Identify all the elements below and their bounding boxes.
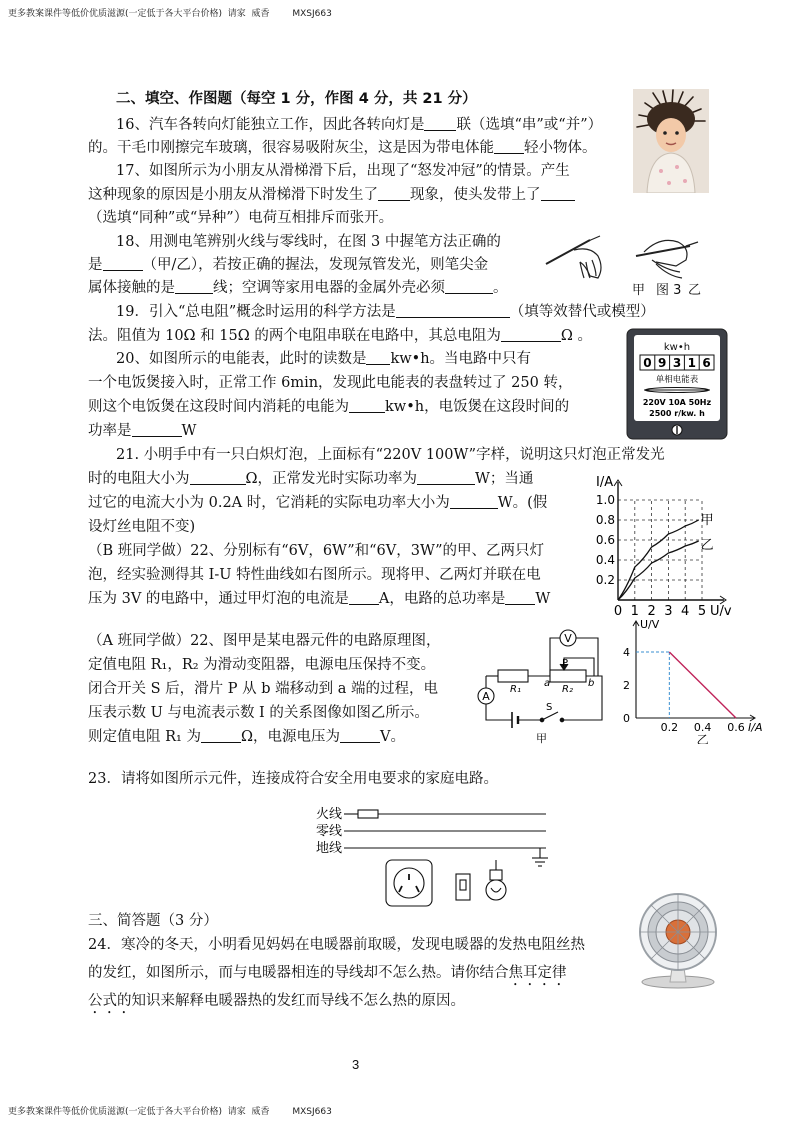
q20-line4: 功率是 W: [88, 423, 197, 439]
q22a-line4: 压表示数 U 与电流表示数 I 的关系图像如图乙所示。: [88, 705, 429, 721]
iu-x-tick-4: 4: [681, 604, 690, 619]
ammeter-label: A: [482, 690, 490, 703]
iu-y-tick-0.6: 0.6: [595, 533, 615, 547]
q18-blank3[interactable]: [445, 280, 493, 294]
q17-blank1[interactable]: [378, 187, 410, 201]
q24-emphasis-formula: 公式的: [88, 993, 132, 1009]
q20-line3: 则这个电饭煲在这段时间内消耗的电能为 kw•h，电饭煲在这段时间的: [88, 399, 570, 415]
meter-digit-5: 6: [702, 356, 711, 370]
q19-line1: 19．引入“总电阻”概念时运用的科学方法是 （填等效替代或模型）: [116, 304, 655, 320]
meter-digit-1: 0: [643, 356, 652, 370]
test-pen-figure: [540, 232, 704, 300]
q18-line3: 属体接触的是 线；空调等家用电器的金属外壳必须 。: [88, 280, 508, 296]
electric-heater-image: [632, 890, 724, 990]
fig3-yi: 乙: [688, 283, 702, 298]
home-circuit-figure: [300, 800, 564, 912]
iu-series-label-1: 甲: [700, 513, 714, 528]
iu-x-tick-0: 0: [613, 604, 623, 619]
node-b-label: b: [588, 678, 595, 689]
iu-x-label: U/v: [710, 604, 732, 619]
iu-x-tick-3: 3: [664, 604, 673, 619]
slider-p-label: P: [562, 658, 569, 669]
ui-relation-chart: [616, 618, 772, 744]
r1-label: R₁: [510, 684, 521, 695]
neutral-line-label: 零线: [315, 824, 342, 839]
ui-x-tick-0.2: 0.2: [660, 721, 679, 734]
baby-hair-photo: [633, 89, 709, 193]
q22b-blank2[interactable]: [505, 591, 535, 605]
q22a-line1: （A 班同学做）22、图甲是某电器元件的电路原理图，: [88, 633, 441, 649]
q21-blank1[interactable]: [190, 471, 246, 485]
iu-x-tick-1: 1: [630, 604, 639, 619]
fig3-label: 图 3: [656, 283, 682, 298]
circuit-diagram: [470, 624, 608, 748]
iu-y-tick-0.4: 0.4: [595, 553, 615, 567]
q16-blank2[interactable]: [494, 140, 524, 154]
meter-digit-3: 3: [672, 356, 682, 370]
q18-line2: 是 （甲/乙），若按正确的握法，发现氖管发光，则笔尖金: [88, 257, 489, 273]
iu-y-tick-0.2: 0.2: [595, 573, 615, 587]
section2-title: 二、填空、作图题（每空 1 分，作图 4 分，共 21 分）: [116, 91, 477, 107]
q21-line3: 过它的电流大小为 0.2A 时，它消耗的实际电功率大小为 W。(假: [88, 495, 548, 511]
page-number: 3: [352, 1057, 360, 1072]
q16-line2: 的。干毛巾刚擦完车玻璃，很容易吸附灰尘，这是因为带电体能 轻小物体。: [88, 140, 597, 156]
q22b-line3: 压为 3V 的电路中，通过甲灯泡的电流是 A，电路的总功率是 W: [88, 591, 551, 607]
meter-spec: 220V 10A 50Hz: [642, 398, 712, 407]
q22a-blank2[interactable]: [340, 729, 380, 743]
section3-title: 三、简答题（3 分）: [88, 913, 218, 929]
energy-meter: [626, 328, 728, 440]
meter-digit-4: 1: [687, 356, 696, 370]
meter-digit-2: 9: [658, 356, 667, 370]
switch-s-label: S: [546, 702, 553, 713]
q18-blank2[interactable]: [175, 280, 213, 294]
q18-blank1[interactable]: [103, 257, 143, 271]
r2-label: R₂: [562, 684, 573, 695]
ui-chart-caption: 乙: [696, 733, 709, 744]
q24-line3: 公式的知识来解释电暖器热的发红而导线不怎么热的原因。: [88, 993, 465, 1009]
q22a-line2: 定值电阻 R₁，R₂ 为滑动变阻器，电源电压保持不变。: [88, 657, 436, 673]
ui-series-line: [669, 652, 736, 718]
iu-series-label-2: 乙: [700, 538, 714, 553]
fig3-jia: 甲: [632, 283, 646, 298]
q24-line2: 的发红，如图所示，而与电暖器相连的导线却不怎么热。请你结合焦耳定律: [88, 965, 567, 981]
iu-x-tick-5: 5: [697, 604, 707, 619]
fire-line-label: 火线: [315, 807, 342, 822]
ui-y-tick-0: 0: [623, 712, 630, 725]
q17-line2: 这种现象的原因是小朋友从滑梯滑下时发生了 现象，使头发带上了: [88, 186, 575, 204]
q21-line4: 设灯丝电阻不变): [88, 519, 196, 535]
circuit-caption: 甲: [536, 732, 547, 745]
node-a-label: a: [544, 678, 551, 689]
q17-line1: 17、如图所示为小朋友从滑梯滑下后，出现了“怒发冲冠”的情景。产生: [116, 163, 570, 179]
ui-x-label: I/A: [748, 721, 763, 734]
q18-line1: 18、用测电笔辨别火线与零线时，在图 3 中握笔方法正确的: [116, 234, 501, 250]
ui-x-tick-0.4: 0.4: [693, 721, 712, 734]
q20-line2: 一个电饭煲接入时，正常工作 6min，发现此电能表的表盘转过了 250 转，: [88, 375, 573, 391]
iu-y-label: I/A: [596, 475, 614, 490]
q20-blank3[interactable]: [132, 423, 182, 437]
q19-blank2[interactable]: [501, 328, 561, 342]
q21-blank3[interactable]: [450, 495, 498, 509]
voltmeter-label: V: [564, 632, 572, 645]
meter-unit: kw•h: [663, 342, 691, 353]
iu-x-tick-2: 2: [647, 604, 656, 619]
iu-y-tick-0.8: 0.8: [595, 513, 615, 527]
q17-line3: （选填“同种”或“异种”）电荷互相排斥而张开。: [88, 210, 394, 226]
q23-text: 23．请将如图所示元件，连接成符合安全用电要求的家庭电路。: [88, 771, 498, 787]
q22a-line3: 闭合开关 S 后，滑片 P 从 b 端移动到 a 端的过程，电: [88, 681, 438, 697]
ground-line-label: 地线: [315, 841, 342, 856]
q19-line2: 法。阻值为 10Ω 和 15Ω 的两个电阻串联在电路中，其总电阻为 Ω 。: [88, 328, 593, 344]
q24-line1: 24．寒冷的冬天，小明看见妈妈在电暖器前取暖，发现电暖器的发热电阻丝热: [88, 937, 585, 953]
q24-emphasis-joule: 焦耳定律: [508, 965, 567, 981]
q22b-line2: 泡，经实验测得其 I-U 特性曲线如右图所示。现将甲、乙两灯并联在电: [88, 567, 541, 583]
q21-blank2[interactable]: [417, 471, 475, 485]
q22b-line1: （B 班同学做）22、分别标有“6V，6W”和“6V，3W”的甲、乙两只灯: [88, 543, 545, 559]
page-footer: 更多教案课件等低价优质滋源(一定低于各大平台价格) 请家 威香 MXSJ663: [8, 1107, 332, 1117]
iu-y-tick-1.0: 1.0: [595, 493, 615, 507]
q20-blank1[interactable]: [366, 351, 390, 365]
q21-line2: 时的电阻大小为 Ω，正常发光时实际功率为 W；当通: [88, 471, 534, 487]
ui-y-tick-4: 4: [623, 646, 630, 659]
q20-line1: 20、如图所示的电能表，此时的读数是 kw•h。当电路中只有: [116, 351, 532, 367]
q20-blank2[interactable]: [349, 399, 385, 413]
q22a-blank1[interactable]: [201, 729, 241, 743]
q16-line1: 16、汽车各转向灯能独立工作，因此各转向灯是 联（选填“串”或“并”）: [116, 117, 603, 133]
ui-y-tick-2: 2: [623, 679, 630, 692]
iu-characteristic-chart: [592, 470, 742, 620]
ui-x-tick-0.6: 0.6: [727, 721, 745, 734]
iu-series-line-2: [618, 541, 699, 600]
q17-blank2[interactable]: [541, 187, 575, 201]
q21-line1: 21. 小明手中有一只白炽灯泡，上面标有“220V 100W”字样，说明这只灯泡正常发光: [116, 447, 665, 463]
q19-blank1[interactable]: [396, 304, 510, 318]
ui-y-label: U/V: [640, 618, 660, 631]
page-header: 更多教案课件等低价优质滋源(一定低于各大平台价格) 请家 威香 MXSJ663: [8, 9, 332, 19]
q16-blank1[interactable]: [424, 117, 456, 131]
q22a-line5: 则定值电阻 R₁ 为 Ω，电源电压为 V。: [88, 729, 405, 745]
q22b-blank1[interactable]: [349, 591, 379, 605]
meter-rate: 2500 r/kw. h: [649, 409, 705, 418]
meter-name: 单相电能表: [655, 375, 699, 385]
